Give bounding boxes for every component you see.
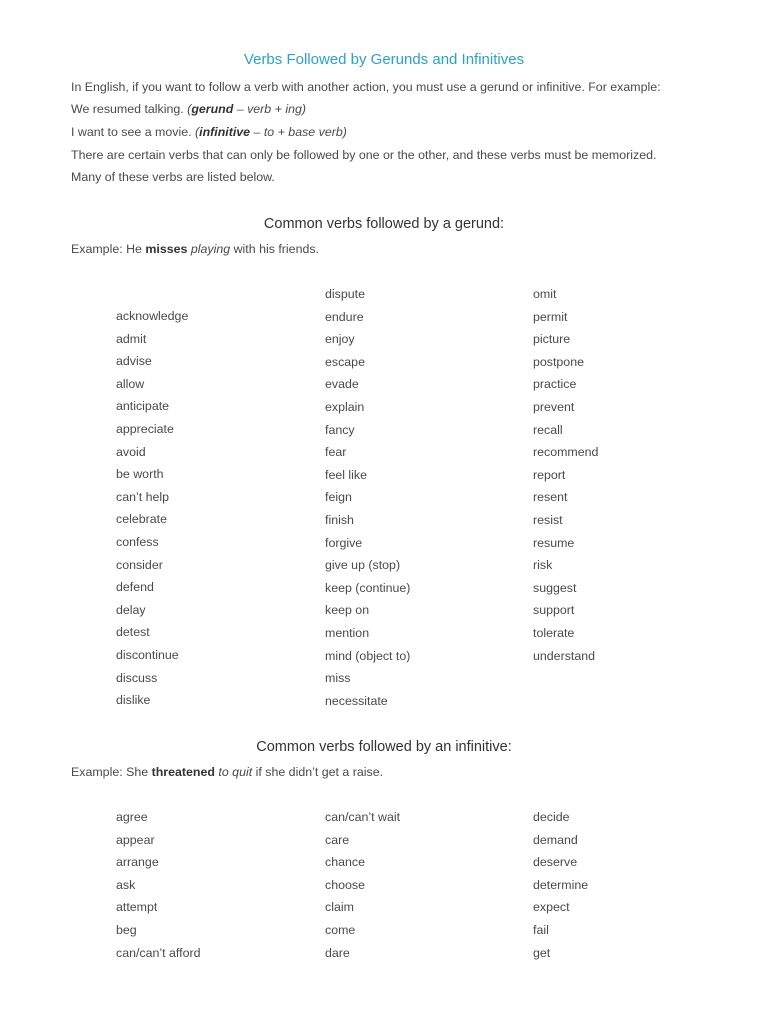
verb-item: omit — [533, 287, 557, 301]
verb-item: care — [325, 832, 350, 847]
verb-item: beg — [116, 922, 137, 937]
verb-item: understand — [533, 648, 596, 663]
verb-item: report — [533, 467, 566, 482]
verb-item: avoid — [116, 444, 146, 459]
verb-item: claim — [325, 900, 354, 915]
verb-item: appreciate — [116, 421, 174, 436]
term-infinitive-formula: – to + base verb) — [250, 125, 347, 139]
example-sentence: I want to see a movie. — [71, 125, 192, 139]
verb-item: fail — [533, 922, 549, 937]
verb-item: demand — [533, 832, 578, 847]
verb-item: chance — [325, 855, 365, 870]
example-suffix: with his friends. — [233, 242, 319, 256]
verb-item: delay — [116, 602, 146, 617]
verb-item: be worth — [116, 467, 164, 482]
verb-item: tolerate — [533, 625, 575, 640]
verb-item: permit — [533, 309, 568, 324]
verb-item: celebrate — [116, 512, 167, 527]
verb-item: get — [533, 945, 551, 960]
gerund-verbs-col-2 — [325, 286, 525, 715]
verb-item: discontinue — [116, 647, 179, 662]
verb-item: admit — [116, 331, 147, 346]
verb-item: postpone — [533, 354, 584, 369]
term-gerund: gerund — [191, 102, 234, 116]
gerund-example — [71, 241, 319, 257]
verb-item: come — [325, 922, 356, 937]
verb-item: detest — [116, 625, 150, 640]
infinitive-verbs-col-2 — [325, 809, 525, 967]
verb-item: allow — [116, 376, 145, 391]
infinitive-example — [71, 764, 383, 780]
verb-item: support — [533, 603, 575, 618]
verb-item: evade — [325, 377, 359, 392]
verb-item: escape — [325, 354, 365, 369]
verb-item: defend — [116, 580, 154, 595]
intro-example-gerund: We resumed talking. (gerund – verb + ing) — [71, 102, 306, 116]
verb-item: recall — [533, 422, 563, 437]
verb-item: feel like — [325, 467, 368, 482]
gerund-heading: Common verbs followed by a gerund: — [263, 216, 505, 232]
verb-item: deserve — [533, 855, 578, 870]
verb-item: mind (object to) — [325, 648, 411, 663]
term-gerund-formula: – verb + ing) — [233, 102, 306, 116]
gerund-verbs-col-3 — [533, 286, 733, 670]
verb-item: expect — [533, 900, 570, 915]
verb-item: fancy — [325, 422, 355, 437]
infinitive-verbs-col-3 — [533, 809, 733, 967]
verb-item: dislike — [116, 693, 151, 708]
infinitive-heading: Common verbs followed by an infinitive: — [256, 739, 512, 755]
verb-item: acknowledge — [116, 309, 189, 323]
intro-example-infinitive: I want to see a movie. (infinitive – to + base verb) — [71, 125, 347, 139]
example-infinitive: to quit — [218, 765, 253, 779]
intro-line-1: In English, if you want to follow a verb with another action, you must use a gerund or infinitive. For example: — [71, 80, 661, 94]
verb-item: finish — [325, 512, 354, 527]
verb-item: endure — [325, 309, 364, 324]
verb-item: resent — [533, 490, 568, 505]
verb-item: give up (stop) — [325, 558, 401, 573]
verb-item: risk — [533, 558, 553, 573]
example-verb: misses — [145, 242, 188, 256]
verb-item: practice — [533, 377, 577, 392]
verb-item: fear — [325, 445, 347, 460]
verb-item: decide — [533, 810, 570, 824]
verb-item: mention — [325, 625, 370, 640]
verb-item: forgive — [325, 535, 363, 550]
page-title: Verbs Followed by Gerunds and Infinitives — [243, 51, 525, 68]
verb-item: anticipate — [116, 399, 170, 414]
verb-item: appear — [116, 832, 155, 847]
verb-item: consider — [116, 557, 163, 572]
verb-item: suggest — [533, 580, 577, 595]
verb-item: resist — [533, 512, 563, 527]
verb-item: enjoy — [325, 332, 355, 347]
verb-item: can/can’t afford — [116, 945, 201, 960]
verb-item: feign — [325, 490, 352, 505]
intro-line-5: Many of these verbs are listed below. — [71, 170, 275, 184]
verb-item: choose — [325, 877, 365, 892]
verb-item: dare — [325, 945, 350, 960]
verb-item: discuss — [116, 670, 158, 685]
gerund-verbs-col-1 — [116, 308, 316, 715]
verb-item: miss — [325, 671, 351, 686]
term-infinitive: infinitive — [199, 125, 251, 139]
verb-item: can’t help — [116, 489, 170, 504]
verb-item: keep (continue) — [325, 580, 411, 595]
verb-item: resume — [533, 535, 575, 550]
verb-item: can/can’t wait — [325, 810, 401, 824]
verb-item: keep on — [325, 603, 370, 618]
example-suffix: if she didn’t get a raise. — [255, 765, 384, 779]
example-gerund: playing — [190, 242, 231, 256]
verb-item: attempt — [116, 900, 158, 915]
verb-item: explain — [325, 399, 365, 414]
verb-item: arrange — [116, 855, 159, 870]
verb-item: necessitate — [325, 693, 388, 708]
verb-item: ask — [116, 877, 136, 892]
verb-item: advise — [116, 354, 152, 369]
verb-item: prevent — [533, 399, 575, 414]
verb-item: agree — [116, 810, 148, 824]
example-prefix: Example: He — [71, 242, 142, 256]
verb-item: determine — [533, 877, 589, 892]
verb-item: dispute — [325, 287, 365, 301]
verb-item: recommend — [533, 445, 599, 460]
verb-item: confess — [116, 534, 159, 549]
example-verb: threatened — [151, 765, 215, 779]
example-sentence: We resumed talking. — [71, 102, 184, 116]
intro-line-4: There are certain verbs that can only be followed by one or the other, and these verbs must be memorized. — [71, 148, 657, 162]
infinitive-verbs-col-1 — [116, 809, 316, 967]
example-prefix: Example: She — [71, 765, 149, 779]
verb-item: picture — [533, 332, 571, 347]
